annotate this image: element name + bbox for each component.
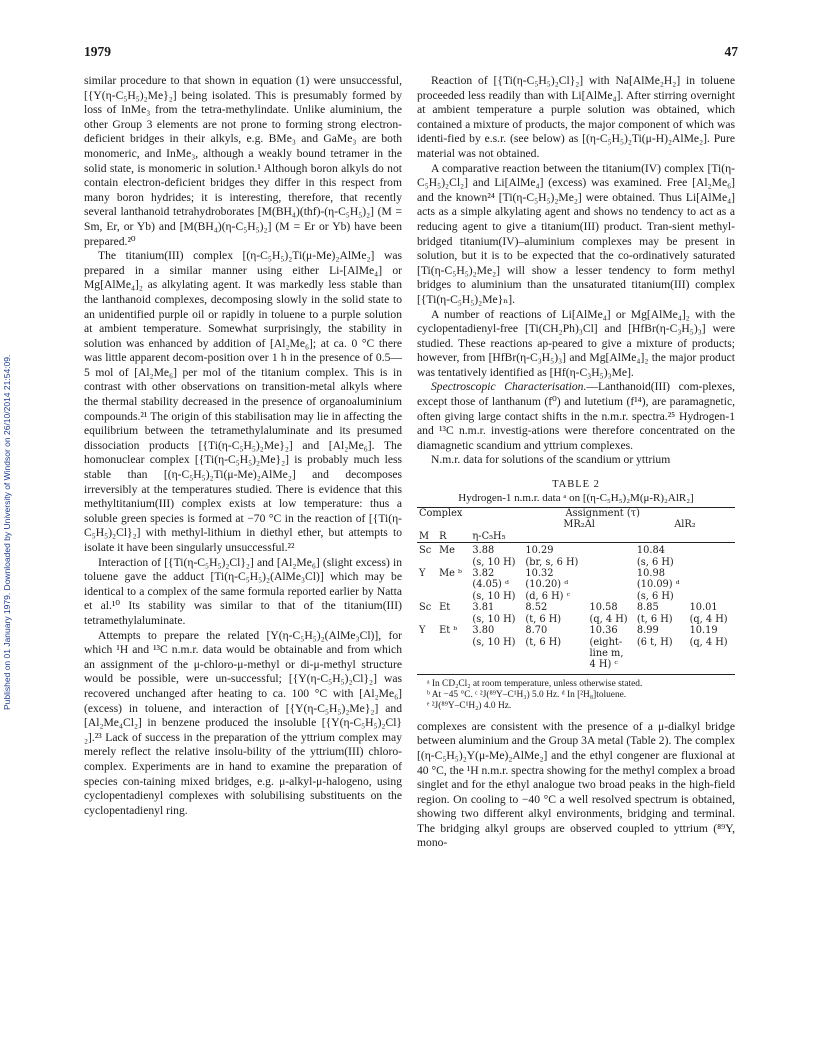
table-cell bbox=[437, 591, 470, 602]
table-row bbox=[417, 591, 735, 602]
paragraph: Interaction of [{Ti(η-C₅H₅)₂Cl}₂] and [Al₂Me₆] (slight excess) in toluene gave the adduct [Ti(η-C₅H₅)₂(AlMe₃Cl)] which may be identical to a complex of the same formula reported earlier by Natta et al.¹⁰ Its stability was similar to that of the titanium(III) tetramethylaluminate. bbox=[84, 555, 402, 627]
table-cell bbox=[588, 568, 635, 579]
table-cell: 3.80 bbox=[472, 625, 495, 637]
table-cell bbox=[588, 591, 635, 602]
table-header-cell: η-C₅H₅ bbox=[470, 531, 523, 543]
table-cell bbox=[588, 579, 635, 590]
paragraph: The titanium(III) complex [(η-C₅H₅)₂Ti(μ-Me)₂AlMe₂] was prepared in a similar manner using either Li-[AlMe₄] or Mg[AlMe₄]₂ as alkylating agent. It was markedly less stable than the lanthanoid complexes, decomposing slowly in the solid state to an unidentified purple oil or rapidly in toluene to a purple solution at ambient temperature. Somewhat surprisingly, the stability in solution was enhanced by addition of [Al₂Me₆]; at ca. 0 °C there was little apparent decom-position over 1 h in the presence of 0.5—5 mol of [Al₂Me₆] per mol of the titanium complex. This is in contrast with other observations on transition-metal alkyls where the thermal stability decreased in the presence of organoaluminium compounds.²¹ The origin of this stabilisation may lie in affecting the equilibrium between the tetramethylaluminate and its presumed dissociation products [{Ti(η-C₅H₅)₂Me}₂] and [Al₂Me₆]. The homonuclear complex [{Ti(η-C₅H₅)₂Me}₂] is probably much less stable than [(η-C₅H₅)₂Ti(μ-Me)₂AlMe₂] and decomposes irreversibly at the temperatures studied. There is evidence that this methyltitanium(III) complex exists at low temperature: thus a soluble green species is formed at −70 °C in the reaction of [{Ti(η-C₅H₅)₂Cl}₂] with methyl-lithium in diethyl ether, but attempts to isolate it have been singularly unsuccessful.²² bbox=[84, 249, 402, 554]
table-cell bbox=[470, 648, 523, 659]
table-cell bbox=[417, 648, 437, 659]
table-cell: 10.84 bbox=[636, 545, 665, 557]
table-cell bbox=[688, 659, 735, 674]
table-cell bbox=[635, 648, 688, 659]
table-cell: (s, 6 H) bbox=[636, 556, 674, 568]
table-cell: 8.52 bbox=[525, 602, 548, 614]
table-cell bbox=[437, 614, 470, 625]
table-row bbox=[417, 568, 735, 579]
table-row bbox=[417, 602, 735, 613]
table-cell bbox=[437, 637, 470, 648]
table-cell bbox=[417, 557, 437, 568]
table-row bbox=[417, 637, 735, 648]
paragraph-body: —Lanthanoid(III) com-plexes, except those of lanthanum (f⁰) and lutetium (f¹⁴), are paramagnetic, often giving large contact shifts in the n.m.r. spectra.²⁵ Hydrogen-1 and ¹³C n.m.r. investig-ations were therefore concentrated on the diamagnetic scandium and yttrium complexes. bbox=[417, 380, 735, 452]
table-cell: 4 H) ᶜ bbox=[588, 659, 635, 674]
table-row bbox=[417, 625, 735, 636]
table-cell: (t, 6 H) bbox=[525, 636, 562, 648]
table-cell: (q, 4 H) bbox=[689, 613, 728, 625]
table-row bbox=[417, 543, 735, 557]
table-cell bbox=[688, 557, 735, 568]
table-cell: 10.36 bbox=[589, 625, 618, 637]
table-header-cell: M bbox=[417, 531, 437, 543]
table-cell bbox=[417, 659, 437, 674]
table-cell bbox=[588, 543, 635, 557]
paragraph: Attempts to prepare the related [Y(η-C₅H₅)₂(AlMe₃Cl)], for which ¹H and ¹³C n.m.r. data would be obtainable and from which an assignment of the μ-chloro-μ-methyl or di-μ-methyl structure would be possible, were un-successful; [{Y(η-C₅H₅)₂Cl}₂] was recovered unchanged after heating to ca. 100 °C with [Al₂Me₆] (excess) in toluene, and interaction of [{Y(η-C₅H₅)₂Me}₂] and [Al₂Me₄Cl₂] in benzene produced the insoluble [{Y(η-C₅H₅)₂Cl}₂].²³ Lack of success in the preparation of the yttrium complex may merely reflect the relative insolu-bility of the yttrium(III) chloro-complex. Experiments are in hand to examine the preparation of species con-taining mixed bridges, e.g. μ-alkyl-μ-halogeno, using cyclopentadienyl complexes with solubilising substituents on the cyclopentadienyl ring. bbox=[84, 628, 402, 817]
paragraph bbox=[417, 380, 735, 453]
table-cell bbox=[437, 659, 470, 674]
table-cell: (d, 6 H) ᶜ bbox=[525, 590, 570, 602]
page-number: 47 bbox=[724, 44, 738, 59]
table-cell: 3.82 bbox=[472, 568, 495, 580]
table-cell bbox=[688, 543, 735, 557]
paragraph: A number of reactions of Li[AlMe₄] or Mg[AlMe₄]₂ with the cyclopentadienyl-free [Ti(CH₂Ph)₃Cl] and [HfBr(η-C₃H₅)₃] were studied. These reactions ap-peared to give a mixture of products; however, from [HfBr(η-C₃H₅)₃] and Mg[AlMe₄]₂ the major product was tentatively identified as [Hf(η-C₃H₅)₃Me]. bbox=[417, 307, 735, 379]
left-column bbox=[84, 74, 402, 818]
table-cell: (t, 6 H) bbox=[636, 613, 673, 625]
table-cell: Me ᵇ bbox=[439, 568, 462, 580]
table-group-header-assignment: Assignment (τ) bbox=[470, 508, 735, 520]
paragraph: complexes are consistent with the presence of a μ-dialkyl bridge between aluminium and the Group 3A metal (Table 2). The complex [(η-C₅H₅)₂Y(μ-Me)₂AlMe₂] and the ethyl congener are fluxional at 40 °C, the ¹H n.m.r. spectra showing for the methyl complex a broad singlet and for the ethyl analogue two broad peaks in the high-field region. On cooling to −40 °C a well resolved spectrum is obtained, showing two different alkyl environments, bridging and terminal. The bridging alkyl groups are observed coupled to yttrium (⁸⁹Y, mono- bbox=[417, 719, 735, 850]
paragraph: similar procedure to that shown in equation (1) were unsuccessful, [{Y(η-C₅H₅)₂Me}₂] being isolated. This is presumably formed by loss of InMe₃ from the tetra-methylindate. Unlike aluminium, the other Group 3 elements are not prone to forming strong electron-deficient bridges in their alkyls, e.g. BMe₃ and GaMe₃ are both monomeric, and InMe₃, although a weakly bound tetramer in the solid state, is monomeric in solution.¹ Although boron alkyls do not contain electron-deficient bridges they differ in this respect from many boron hydrides; it is interesting, therefore, that recently several lanthanoid tetrahydroborates [M(BH₄)(thf)-(η-C₅H₅)₂] (M = Sm, Er, or Yb) and [M(BH₄)(η-C₅H₅)₂] (M = Er or Yb) have been prepared.²⁰ bbox=[84, 74, 402, 248]
journal-year: 1979 bbox=[84, 44, 111, 59]
page-header bbox=[0, 44, 816, 64]
table-cell: 3.88 bbox=[472, 545, 495, 557]
table-cell bbox=[417, 637, 437, 648]
table-cell bbox=[688, 579, 735, 590]
table-cell: 10.01 bbox=[689, 602, 718, 614]
nmr-table bbox=[417, 507, 735, 675]
table-cell: (q, 4 H) bbox=[589, 613, 628, 625]
table-row bbox=[417, 579, 735, 590]
table-subheader-alr2: AlR₂ bbox=[674, 519, 696, 531]
table-cell: 10.19 bbox=[689, 625, 718, 637]
table-cell bbox=[635, 659, 688, 674]
table-footnote: ᵉ ²J(⁸⁹Y–C¹H₂) 4.0 Hz. bbox=[427, 700, 512, 711]
table-cell: (br, s, 6 H) bbox=[525, 556, 579, 568]
table-cell bbox=[470, 659, 523, 674]
table-caption: TABLE 2 bbox=[552, 479, 600, 491]
table-footnote: ᵇ At −45 °C. ᶜ ²J(⁸⁹Y–C¹H₃) 5.0 Hz. ᵈ In [²H₈]toluene. bbox=[427, 689, 627, 700]
table-cell: (s, 10 H) bbox=[472, 636, 516, 648]
table-subheader-mr2al: MR₂Al bbox=[563, 519, 595, 531]
table-cell: (s, 6 H) bbox=[636, 590, 674, 602]
table-cell: (q, 4 H) bbox=[689, 636, 728, 648]
table-row bbox=[417, 614, 735, 625]
table-cell: 3.81 bbox=[472, 602, 495, 614]
paragraph: Reaction of [{Ti(η-C₅H₅)₂Cl}₂] with Na[AlMe₂H₂] in toluene proceeded less readily than with Li[AlMe₄]. After stirring overnight at ambient temperature a purple solution was obtained, which contained a mixture of products, the major component of which was identi-fied by e.s.r. (see below) as [(η-C₅H₅)₂Ti(μ-H)₂AlMe₂]. Pure material was not obtained. bbox=[417, 74, 735, 160]
table-group-header-complex: Complex bbox=[417, 508, 470, 520]
table-cell: (10.09) ᵈ bbox=[636, 579, 680, 591]
download-watermark: Published on 01 January 1979. Downloaded by University of Windsor on 26/10/2014 21:54:09. bbox=[2, 354, 12, 710]
table-footnote: ᵃ In CD₂Cl₂ at room temperature, unless otherwise stated. bbox=[427, 678, 643, 689]
table-cell bbox=[688, 648, 735, 659]
table-cell bbox=[437, 579, 470, 590]
table-cell: (s, 10 H) bbox=[472, 613, 516, 625]
table-cell: 10.58 bbox=[589, 602, 618, 614]
table-cell: (s, 10 H) bbox=[472, 590, 516, 602]
paragraph: A comparative reaction between the titanium(IV) complex [Ti(η-C₅H₅)₂Cl₂] and Li[AlMe₄] (excess) was examined. Free [Al₂Me₆] and the known²⁴ [Ti(η-C₅H₅)₂Me₂] were obtained. Thus Li[AlMe₄] acts as a simple alkylating agent and shows no tendency to act as a reducing agent to give a titanium(III) product. Tran-sient methyl-bridged titanium(IV)–aluminium complexes may be present in solution, but it is to be expected that the co-ordinatively saturated [Ti(η-C₅H₅)₂Me₂] will show a lesser tendency to form methyl bridges to aluminium than the unsaturated titanium(III) complex [{Ti(η-C₅H₅)₂Me}ₙ]. bbox=[417, 161, 735, 306]
table-cell: Et bbox=[439, 602, 451, 614]
table-cell: Et ᵇ bbox=[439, 625, 458, 637]
table-cell bbox=[523, 648, 587, 659]
table-cell: Sc bbox=[419, 602, 432, 614]
table-cell bbox=[523, 659, 587, 674]
table-cell: Y bbox=[419, 568, 426, 580]
table-title: Hydrogen-1 n.m.r. data ᵃ on [(η-C₅H₅)₂M(μ-R)₂AlR₂] bbox=[458, 492, 694, 505]
table-cell bbox=[688, 591, 735, 602]
paragraph: N.m.r. data for solutions of the scandium or yttrium bbox=[431, 453, 671, 467]
table-cell: (eight- bbox=[589, 636, 623, 648]
table-cell: 10.32 bbox=[525, 568, 554, 580]
table-cell bbox=[437, 557, 470, 568]
table-row bbox=[417, 557, 735, 568]
table-cell: 10.29 bbox=[525, 545, 554, 557]
table-cell: 10.98 bbox=[636, 568, 665, 580]
table-cell bbox=[688, 568, 735, 579]
table-cell bbox=[417, 614, 437, 625]
right-column bbox=[417, 74, 735, 851]
table-cell: (t, 6 H) bbox=[525, 613, 562, 625]
section-heading: Spectroscopic Characterisation. bbox=[431, 380, 587, 394]
table-cell: 8.70 bbox=[525, 625, 548, 637]
table-cell bbox=[437, 648, 470, 659]
table-cell: (6 t, H) bbox=[636, 636, 673, 648]
table-header-cell: R bbox=[437, 531, 470, 543]
table-cell: Me bbox=[439, 545, 455, 557]
table-row bbox=[417, 648, 735, 659]
table-cell: (4.05) ᵈ bbox=[472, 579, 509, 591]
table-cell: 8.85 bbox=[636, 602, 659, 614]
table-cell: (s, 10 H) bbox=[472, 556, 516, 568]
table-cell: (10.20) ᵈ bbox=[525, 579, 569, 591]
table-cell: 8.99 bbox=[636, 625, 659, 637]
table-cell: line m, bbox=[589, 647, 624, 659]
table-row bbox=[417, 659, 735, 674]
table-cell bbox=[417, 579, 437, 590]
table-cell bbox=[588, 557, 635, 568]
table-cell: Y bbox=[419, 625, 426, 637]
table-cell bbox=[417, 591, 437, 602]
table-footnotes bbox=[417, 679, 735, 712]
table-cell: Sc bbox=[419, 545, 432, 557]
